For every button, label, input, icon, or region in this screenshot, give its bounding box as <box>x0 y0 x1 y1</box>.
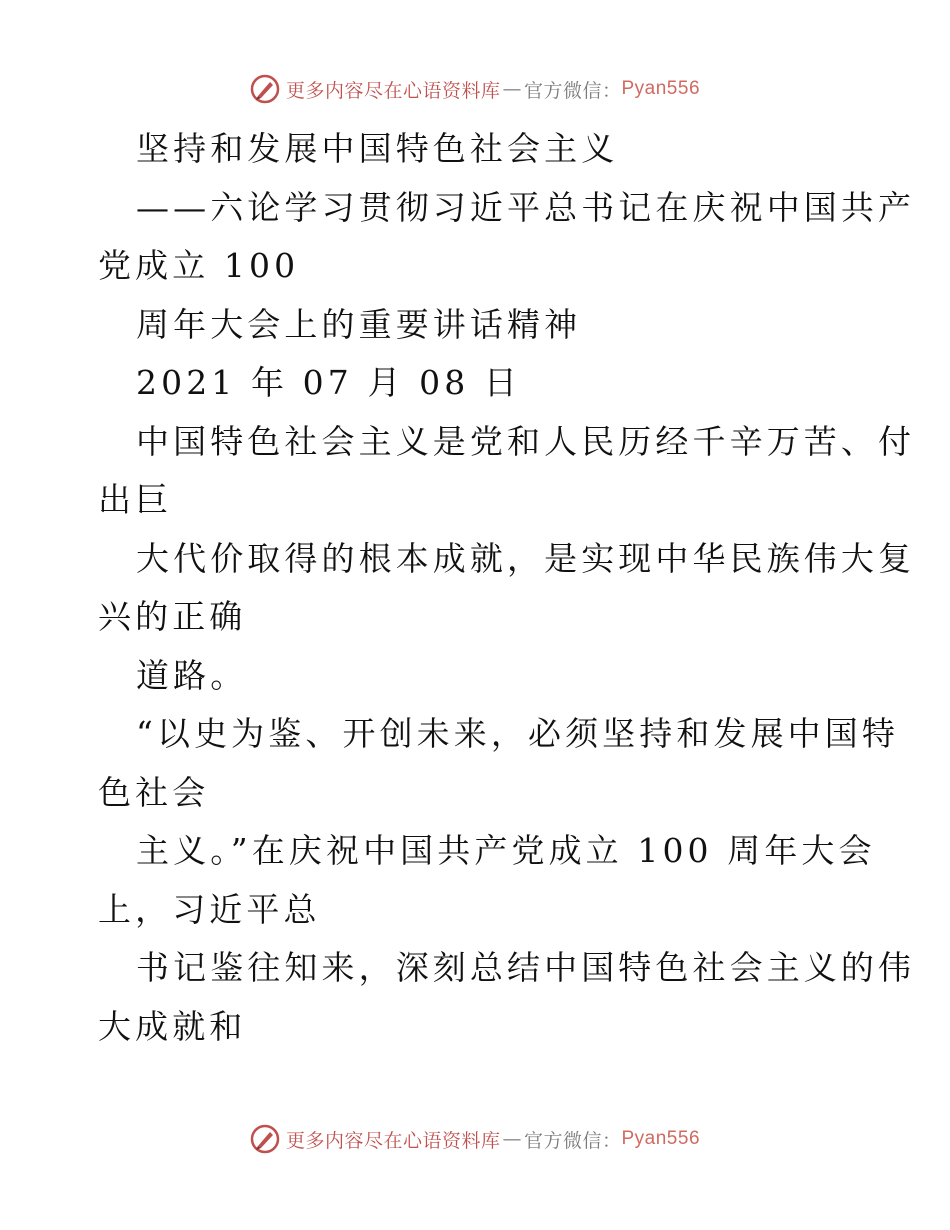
text-line: 周年大会上的重要讲话精神 <box>136 304 582 344</box>
text-line: 上，习近平总 <box>98 889 321 929</box>
wechat-id: Pyan556 <box>621 78 701 99</box>
pen-logo-icon <box>250 74 280 104</box>
text-line: 主义。”在庆祝中国共产党成立 100 周年大会 <box>136 831 876 870</box>
text-line: 2021 年 07 月 08 日 <box>136 363 522 402</box>
text-line: 兴的正确 <box>98 597 247 636</box>
brand-text: 更多内容尽在心语资料库 <box>285 1129 501 1152</box>
text-line: “以史为鉴、开创未来，必须坚持和发展中国特 <box>136 714 899 753</box>
text-line: 出巨 <box>98 480 173 519</box>
text-line: 大成就和 <box>98 1006 247 1046</box>
text-line: ——六论学习贯彻习近平总书记在庆祝中国共产 <box>136 187 916 227</box>
footer-banner <box>0 1124 950 1154</box>
text-line: 坚持和发展中国特色社会主义 <box>136 129 619 168</box>
document-body <box>98 120 916 1056</box>
text-line: 中国特色社会主义是党和人民历经千辛万苦、付 <box>136 421 916 461</box>
wechat-label: 官方微信： <box>523 79 622 102</box>
text-line: 道路。 <box>136 655 248 695</box>
brand-text: 更多内容尽在心语资料库 <box>285 79 501 102</box>
header-banner <box>0 74 950 104</box>
text-line: 大代价取得的根本成就，是实现中华民族伟大复 <box>136 538 916 578</box>
banner-dash: — <box>502 78 522 100</box>
wechat-id: Pyan556 <box>621 1128 701 1149</box>
wechat-label: 官方微信： <box>523 1129 622 1152</box>
banner-dash: — <box>502 1128 522 1150</box>
text-line: 党成立 100 <box>98 246 300 285</box>
text-line: 书记鉴往知来，深刻总结中国特色社会主义的伟 <box>136 948 916 987</box>
pen-logo-icon <box>250 1124 280 1154</box>
text-line: 色社会 <box>98 772 210 812</box>
